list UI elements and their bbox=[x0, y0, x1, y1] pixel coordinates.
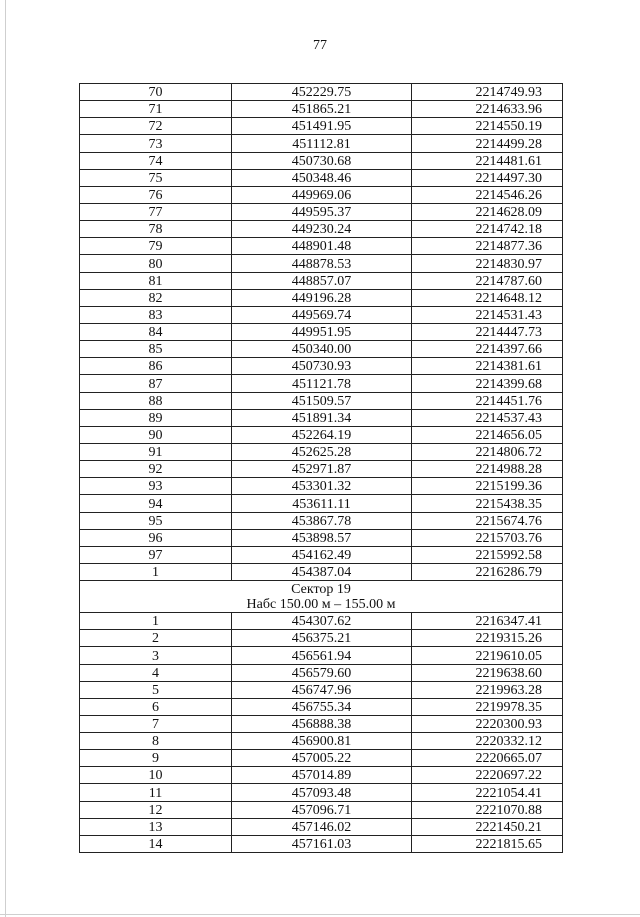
table-row bbox=[80, 101, 563, 118]
x-coordinate-cell: 451509.57 bbox=[232, 392, 412, 409]
point-number-cell: 1 bbox=[80, 613, 232, 630]
table-row bbox=[80, 118, 563, 135]
x-coordinate-cell: 457161.03 bbox=[232, 835, 412, 852]
y-coordinate-cell: 2214628.09 bbox=[412, 203, 563, 220]
y-coordinate-cell: 2214749.93 bbox=[412, 84, 563, 101]
sector-title: Сектор 19 bbox=[291, 581, 351, 597]
table-section-bottom bbox=[80, 613, 563, 853]
x-coordinate-cell: 451121.78 bbox=[232, 375, 412, 392]
x-coordinate-cell: 456888.38 bbox=[232, 715, 412, 732]
x-coordinate-cell: 448901.48 bbox=[232, 238, 412, 255]
y-coordinate-cell: 2215674.76 bbox=[412, 512, 563, 529]
y-coordinate-cell: 2220697.22 bbox=[412, 767, 563, 784]
y-coordinate-cell: 2216286.79 bbox=[412, 563, 563, 580]
point-number-cell: 6 bbox=[80, 698, 232, 715]
scan-left-edge bbox=[5, 0, 6, 917]
point-number-cell: 96 bbox=[80, 529, 232, 546]
point-number-cell: 4 bbox=[80, 664, 232, 681]
y-coordinate-cell: 2215438.35 bbox=[412, 495, 563, 512]
x-coordinate-cell: 457005.22 bbox=[232, 750, 412, 767]
sector-subtitle: Набс 150.00 м – 155.00 м bbox=[246, 596, 396, 612]
y-coordinate-cell: 2214481.61 bbox=[412, 152, 563, 169]
point-number-cell: 74 bbox=[80, 152, 232, 169]
table-row bbox=[80, 750, 563, 767]
y-coordinate-cell: 2215992.58 bbox=[412, 546, 563, 563]
table-row bbox=[80, 801, 563, 818]
scan-bottom-edge bbox=[0, 914, 640, 915]
table-row bbox=[80, 681, 563, 698]
y-coordinate-cell: 2219638.60 bbox=[412, 664, 563, 681]
y-coordinate-cell: 2214633.96 bbox=[412, 101, 563, 118]
y-coordinate-cell: 2215199.36 bbox=[412, 478, 563, 495]
y-coordinate-cell: 2214787.60 bbox=[412, 272, 563, 289]
x-coordinate-cell: 450730.68 bbox=[232, 152, 412, 169]
point-number-cell: 71 bbox=[80, 101, 232, 118]
y-coordinate-cell: 2215703.76 bbox=[412, 529, 563, 546]
x-coordinate-cell: 457146.02 bbox=[232, 818, 412, 835]
table-row bbox=[80, 784, 563, 801]
point-number-cell: 9 bbox=[80, 750, 232, 767]
point-number-cell: 84 bbox=[80, 323, 232, 340]
point-number-cell: 97 bbox=[80, 546, 232, 563]
table-row bbox=[80, 478, 563, 495]
table-row bbox=[80, 392, 563, 409]
x-coordinate-cell: 456561.94 bbox=[232, 647, 412, 664]
x-coordinate-cell: 450340.00 bbox=[232, 341, 412, 358]
x-coordinate-cell: 456375.21 bbox=[232, 630, 412, 647]
x-coordinate-cell: 449951.95 bbox=[232, 323, 412, 340]
point-number-cell: 70 bbox=[80, 84, 232, 101]
y-coordinate-cell: 2221054.41 bbox=[412, 784, 563, 801]
x-coordinate-cell: 454387.04 bbox=[232, 563, 412, 580]
point-number-cell: 8 bbox=[80, 733, 232, 750]
table-row bbox=[80, 647, 563, 664]
point-number-cell: 76 bbox=[80, 186, 232, 203]
point-number-cell: 78 bbox=[80, 221, 232, 238]
x-coordinate-cell: 456900.81 bbox=[232, 733, 412, 750]
point-number-cell: 82 bbox=[80, 289, 232, 306]
y-coordinate-cell: 2216347.41 bbox=[412, 613, 563, 630]
table-row bbox=[80, 152, 563, 169]
y-coordinate-cell: 2214550.19 bbox=[412, 118, 563, 135]
point-number-cell: 13 bbox=[80, 818, 232, 835]
y-coordinate-cell: 2214397.66 bbox=[412, 341, 563, 358]
y-coordinate-cell: 2214988.28 bbox=[412, 461, 563, 478]
x-coordinate-cell: 452625.28 bbox=[232, 443, 412, 460]
y-coordinate-cell: 2214546.26 bbox=[412, 186, 563, 203]
x-coordinate-cell: 457096.71 bbox=[232, 801, 412, 818]
x-coordinate-cell: 449230.24 bbox=[232, 221, 412, 238]
table-row bbox=[80, 529, 563, 546]
table-row bbox=[80, 733, 563, 750]
x-coordinate-cell: 457014.89 bbox=[232, 767, 412, 784]
point-number-cell: 88 bbox=[80, 392, 232, 409]
y-coordinate-cell: 2220332.12 bbox=[412, 733, 563, 750]
x-coordinate-cell: 453898.57 bbox=[232, 529, 412, 546]
y-coordinate-cell: 2214499.28 bbox=[412, 135, 563, 152]
y-coordinate-cell: 2214656.05 bbox=[412, 426, 563, 443]
table-section-top bbox=[80, 84, 563, 581]
y-coordinate-cell: 2214830.97 bbox=[412, 255, 563, 272]
x-coordinate-cell: 453867.78 bbox=[232, 512, 412, 529]
point-number-cell: 75 bbox=[80, 169, 232, 186]
x-coordinate-cell: 451865.21 bbox=[232, 101, 412, 118]
x-coordinate-cell: 454307.62 bbox=[232, 613, 412, 630]
point-number-cell: 92 bbox=[80, 461, 232, 478]
point-number-cell: 83 bbox=[80, 306, 232, 323]
table-row bbox=[80, 238, 563, 255]
point-number-cell: 91 bbox=[80, 443, 232, 460]
table-row bbox=[80, 289, 563, 306]
table-row bbox=[80, 135, 563, 152]
table-row bbox=[80, 272, 563, 289]
point-number-cell: 79 bbox=[80, 238, 232, 255]
x-coordinate-cell: 449569.74 bbox=[232, 306, 412, 323]
point-number-cell: 87 bbox=[80, 375, 232, 392]
y-coordinate-cell: 2220300.93 bbox=[412, 715, 563, 732]
point-number-cell: 72 bbox=[80, 118, 232, 135]
x-coordinate-cell: 456755.34 bbox=[232, 698, 412, 715]
table-row bbox=[80, 341, 563, 358]
y-coordinate-cell: 2219315.26 bbox=[412, 630, 563, 647]
table-row bbox=[80, 203, 563, 220]
point-number-cell: 90 bbox=[80, 426, 232, 443]
point-number-cell: 86 bbox=[80, 358, 232, 375]
x-coordinate-cell: 452264.19 bbox=[232, 426, 412, 443]
table-row bbox=[80, 715, 563, 732]
point-number-cell: 94 bbox=[80, 495, 232, 512]
y-coordinate-cell: 2219963.28 bbox=[412, 681, 563, 698]
sector-header-section bbox=[80, 581, 563, 613]
table-row bbox=[80, 186, 563, 203]
point-number-cell: 1 bbox=[80, 563, 232, 580]
point-number-cell: 3 bbox=[80, 647, 232, 664]
y-coordinate-cell: 2219978.35 bbox=[412, 698, 563, 715]
table-row bbox=[80, 84, 563, 101]
sector-header-cell bbox=[80, 581, 563, 613]
table-row bbox=[80, 664, 563, 681]
x-coordinate-cell: 448857.07 bbox=[232, 272, 412, 289]
point-number-cell: 93 bbox=[80, 478, 232, 495]
point-number-cell: 77 bbox=[80, 203, 232, 220]
point-number-cell: 5 bbox=[80, 681, 232, 698]
table-row bbox=[80, 426, 563, 443]
x-coordinate-cell: 453301.32 bbox=[232, 478, 412, 495]
y-coordinate-cell: 2219610.05 bbox=[412, 647, 563, 664]
table-row bbox=[80, 255, 563, 272]
table-row bbox=[80, 630, 563, 647]
point-number-cell: 85 bbox=[80, 341, 232, 358]
y-coordinate-cell: 2214531.43 bbox=[412, 306, 563, 323]
table-row bbox=[80, 835, 563, 852]
point-number-cell: 81 bbox=[80, 272, 232, 289]
table-row bbox=[80, 546, 563, 563]
point-number-cell: 7 bbox=[80, 715, 232, 732]
y-coordinate-cell: 2214451.76 bbox=[412, 392, 563, 409]
table-row bbox=[80, 818, 563, 835]
point-number-cell: 2 bbox=[80, 630, 232, 647]
y-coordinate-cell: 2214399.68 bbox=[412, 375, 563, 392]
table-row bbox=[80, 613, 563, 630]
x-coordinate-cell: 451112.81 bbox=[232, 135, 412, 152]
x-coordinate-cell: 449595.37 bbox=[232, 203, 412, 220]
sector-header-row bbox=[80, 581, 563, 613]
y-coordinate-cell: 2221815.65 bbox=[412, 835, 563, 852]
table-row bbox=[80, 375, 563, 392]
point-number-cell: 14 bbox=[80, 835, 232, 852]
x-coordinate-cell: 451491.95 bbox=[232, 118, 412, 135]
point-number-cell: 12 bbox=[80, 801, 232, 818]
x-coordinate-cell: 451891.34 bbox=[232, 409, 412, 426]
x-coordinate-cell: 449969.06 bbox=[232, 186, 412, 203]
table-row bbox=[80, 495, 563, 512]
table-row bbox=[80, 358, 563, 375]
table-row bbox=[80, 409, 563, 426]
table-row bbox=[80, 169, 563, 186]
table-row bbox=[80, 512, 563, 529]
y-coordinate-cell: 2214742.18 bbox=[412, 221, 563, 238]
coordinates-table bbox=[79, 83, 563, 853]
x-coordinate-cell: 450348.46 bbox=[232, 169, 412, 186]
point-number-cell: 89 bbox=[80, 409, 232, 426]
table-row bbox=[80, 767, 563, 784]
page-number: 77 bbox=[313, 38, 327, 53]
table-row bbox=[80, 461, 563, 478]
y-coordinate-cell: 2214877.36 bbox=[412, 238, 563, 255]
x-coordinate-cell: 452971.87 bbox=[232, 461, 412, 478]
y-coordinate-cell: 2214497.30 bbox=[412, 169, 563, 186]
x-coordinate-cell: 454162.49 bbox=[232, 546, 412, 563]
point-number-cell: 10 bbox=[80, 767, 232, 784]
y-coordinate-cell: 2214648.12 bbox=[412, 289, 563, 306]
x-coordinate-cell: 457093.48 bbox=[232, 784, 412, 801]
table-row bbox=[80, 323, 563, 340]
table-row bbox=[80, 443, 563, 460]
y-coordinate-cell: 2221450.21 bbox=[412, 818, 563, 835]
x-coordinate-cell: 453611.11 bbox=[232, 495, 412, 512]
table-row bbox=[80, 306, 563, 323]
point-number-cell: 95 bbox=[80, 512, 232, 529]
point-number-cell: 11 bbox=[80, 784, 232, 801]
x-coordinate-cell: 456747.96 bbox=[232, 681, 412, 698]
x-coordinate-cell: 452229.75 bbox=[232, 84, 412, 101]
point-number-cell: 80 bbox=[80, 255, 232, 272]
x-coordinate-cell: 449196.28 bbox=[232, 289, 412, 306]
x-coordinate-cell: 456579.60 bbox=[232, 664, 412, 681]
y-coordinate-cell: 2221070.88 bbox=[412, 801, 563, 818]
table-row bbox=[80, 698, 563, 715]
x-coordinate-cell: 448878.53 bbox=[232, 255, 412, 272]
x-coordinate-cell: 450730.93 bbox=[232, 358, 412, 375]
y-coordinate-cell: 2214806.72 bbox=[412, 443, 563, 460]
table-row bbox=[80, 221, 563, 238]
y-coordinate-cell: 2214447.73 bbox=[412, 323, 563, 340]
table-row bbox=[80, 563, 563, 580]
y-coordinate-cell: 2220665.07 bbox=[412, 750, 563, 767]
y-coordinate-cell: 2214537.43 bbox=[412, 409, 563, 426]
y-coordinate-cell: 2214381.61 bbox=[412, 358, 563, 375]
point-number-cell: 73 bbox=[80, 135, 232, 152]
